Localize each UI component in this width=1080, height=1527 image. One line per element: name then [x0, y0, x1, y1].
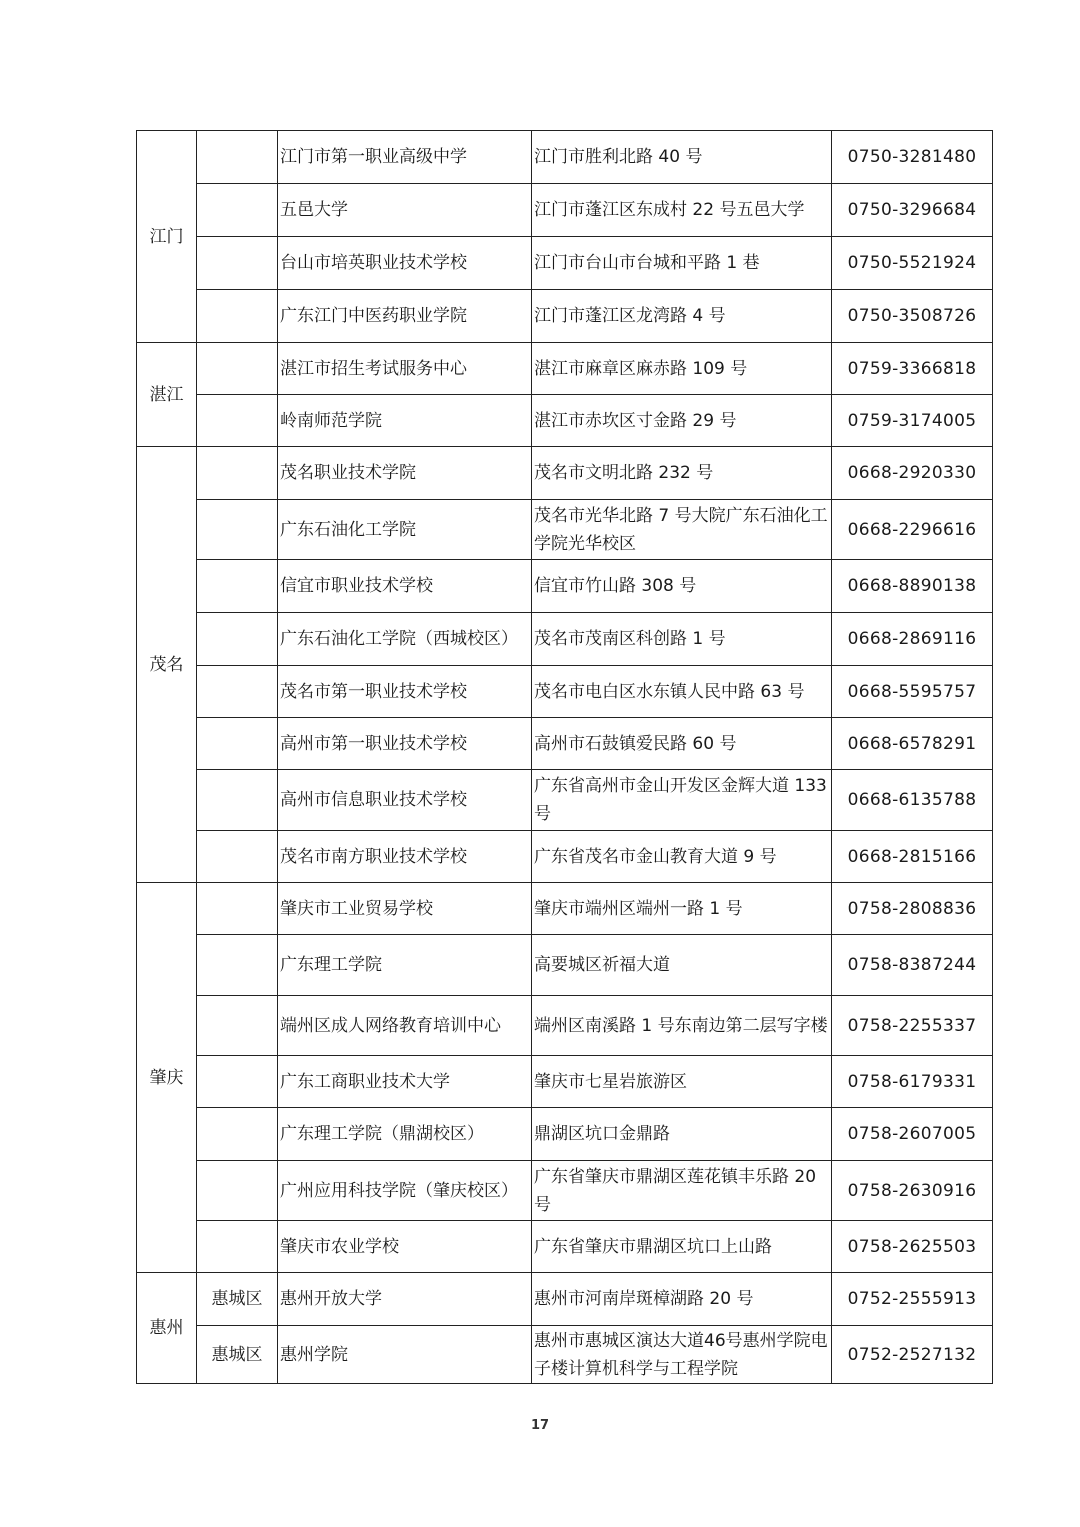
- address-cell: 高要城区祈福大道: [532, 935, 832, 996]
- address-cell: 湛江市赤坎区寸金路 29 号: [532, 395, 832, 447]
- city-cell: 肇庆: [137, 883, 197, 1273]
- site-name-cell: 高州市信息职业技术学校: [278, 770, 532, 831]
- address-cell: 肇庆市七星岩旅游区: [532, 1056, 832, 1108]
- table-row: [137, 996, 993, 1056]
- phone-cell: 0752-2527132: [832, 1326, 993, 1384]
- address-cell: 江门市台山市台城和平路 1 巷: [532, 237, 832, 290]
- address-cell: 高州市石鼓镇爱民路 60 号: [532, 718, 832, 770]
- table-row: [137, 500, 993, 560]
- site-name-cell: 茂名市第一职业技术学校: [278, 666, 532, 718]
- exam-sites-table: [136, 130, 993, 1384]
- district-cell: [197, 613, 278, 666]
- district-cell: [197, 1056, 278, 1108]
- site-name-cell: 广东工商职业技术大学: [278, 1056, 532, 1108]
- city-cell: 湛江: [137, 343, 197, 447]
- district-cell: [197, 500, 278, 560]
- district-cell: [197, 935, 278, 996]
- table-row: [137, 1108, 993, 1161]
- district-cell: [197, 666, 278, 718]
- district-cell: [197, 831, 278, 883]
- site-name-cell: 肇庆市农业学校: [278, 1221, 532, 1273]
- site-name-cell: 江门市第一职业高级中学: [278, 131, 532, 184]
- address-cell: 鼎湖区坑口金鼎路: [532, 1108, 832, 1161]
- table-row: [137, 831, 993, 883]
- district-cell: [197, 131, 278, 184]
- address-cell: 湛江市麻章区麻赤路 109 号: [532, 343, 832, 395]
- phone-cell: 0758-2255337: [832, 996, 993, 1056]
- district-cell: [197, 1221, 278, 1273]
- city-cell: 茂名: [137, 447, 197, 883]
- district-cell: [197, 237, 278, 290]
- district-cell: [197, 718, 278, 770]
- phone-cell: 0758-2630916: [832, 1161, 993, 1221]
- site-name-cell: 岭南师范学院: [278, 395, 532, 447]
- address-cell: 肇庆市端州区端州一路 1 号: [532, 883, 832, 935]
- table-row: [137, 290, 993, 343]
- phone-cell: 0758-6179331: [832, 1056, 993, 1108]
- site-name-cell: 惠州开放大学: [278, 1273, 532, 1326]
- phone-cell: 0668-2920330: [832, 447, 993, 500]
- district-cell: 惠城区: [197, 1326, 278, 1384]
- address-cell: 江门市蓬江区龙湾路 4 号: [532, 290, 832, 343]
- site-name-cell: 茂名市南方职业技术学校: [278, 831, 532, 883]
- district-cell: [197, 1161, 278, 1221]
- phone-cell: 0750-3281480: [832, 131, 993, 184]
- table-row: [137, 447, 993, 500]
- phone-cell: 0668-8890138: [832, 560, 993, 613]
- site-name-cell: 惠州学院: [278, 1326, 532, 1384]
- phone-cell: 0758-2808836: [832, 883, 993, 935]
- site-name-cell: 端州区成人网络教育培训中心: [278, 996, 532, 1056]
- address-cell: 茂名市文明北路 232 号: [532, 447, 832, 500]
- phone-cell: 0668-6578291: [832, 718, 993, 770]
- phone-cell: 0668-2296616: [832, 500, 993, 560]
- site-name-cell: 广东江门中医药职业学院: [278, 290, 532, 343]
- table-row: [137, 1056, 993, 1108]
- phone-cell: 0750-3296684: [832, 184, 993, 237]
- district-cell: [197, 883, 278, 935]
- site-name-cell: 五邑大学: [278, 184, 532, 237]
- phone-cell: 0759-3174005: [832, 395, 993, 447]
- site-name-cell: 广州应用科技学院（肇庆校区）: [278, 1161, 532, 1221]
- table-row: [137, 1273, 993, 1326]
- phone-cell: 0668-2869116: [832, 613, 993, 666]
- district-cell: [197, 770, 278, 831]
- address-cell: 广东省茂名市金山教育大道 9 号: [532, 831, 832, 883]
- phone-cell: 0668-6135788: [832, 770, 993, 831]
- address-cell: 信宜市竹山路 308 号: [532, 560, 832, 613]
- address-cell: 广东省肇庆市鼎湖区莲花镇丰乐路 20 号: [532, 1161, 832, 1221]
- address-cell: 广东省肇庆市鼎湖区坑口上山路: [532, 1221, 832, 1273]
- district-cell: [197, 343, 278, 395]
- phone-cell: 0758-2607005: [832, 1108, 993, 1161]
- phone-cell: 0750-5521924: [832, 237, 993, 290]
- address-cell: 茂名市光华北路 7 号大院广东石油化工学院光华校区: [532, 500, 832, 560]
- table-row: [137, 343, 993, 395]
- table-row: [137, 666, 993, 718]
- address-cell: 广东省高州市金山开发区金辉大道 133 号: [532, 770, 832, 831]
- phone-cell: 0752-2555913: [832, 1273, 993, 1326]
- table-row: [137, 613, 993, 666]
- address-cell: 江门市蓬江区东成村 22 号五邑大学: [532, 184, 832, 237]
- table-row: [137, 1161, 993, 1221]
- table-row: [137, 131, 993, 184]
- address-cell: 惠州市惠城区演达大道46号惠州学院电子楼计算机科学与工程学院: [532, 1326, 832, 1384]
- table-row: [137, 237, 993, 290]
- table-row: [137, 1326, 993, 1384]
- address-cell: 茂名市茂南区科创路 1 号: [532, 613, 832, 666]
- phone-cell: 0668-2815166: [832, 831, 993, 883]
- table-row: [137, 770, 993, 831]
- table-row: [137, 184, 993, 237]
- exam-sites-body: [137, 131, 993, 1384]
- site-name-cell: 广东石油化工学院（西城校区）: [278, 613, 532, 666]
- table-row: [137, 935, 993, 996]
- district-cell: [197, 447, 278, 500]
- site-name-cell: 信宜市职业技术学校: [278, 560, 532, 613]
- site-name-cell: 肇庆市工业贸易学校: [278, 883, 532, 935]
- district-cell: [197, 560, 278, 613]
- district-cell: [197, 395, 278, 447]
- phone-cell: 0750-3508726: [832, 290, 993, 343]
- table-row: [137, 560, 993, 613]
- site-name-cell: 高州市第一职业技术学校: [278, 718, 532, 770]
- page-number: 17: [530, 1418, 550, 1433]
- district-cell: [197, 996, 278, 1056]
- district-cell: [197, 184, 278, 237]
- city-cell: 惠州: [137, 1273, 197, 1384]
- phone-cell: 0758-8387244: [832, 935, 993, 996]
- phone-cell: 0668-5595757: [832, 666, 993, 718]
- phone-cell: 0759-3366818: [832, 343, 993, 395]
- district-cell: [197, 1108, 278, 1161]
- address-cell: 端州区南溪路 1 号东南边第二层写字楼: [532, 996, 832, 1056]
- table-row: [137, 1221, 993, 1273]
- site-name-cell: 广东理工学院（鼎湖校区）: [278, 1108, 532, 1161]
- city-cell: 江门: [137, 131, 197, 343]
- site-name-cell: 茂名职业技术学院: [278, 447, 532, 500]
- address-cell: 茂名市电白区水东镇人民中路 63 号: [532, 666, 832, 718]
- address-cell: 江门市胜利北路 40 号: [532, 131, 832, 184]
- site-name-cell: 广东石油化工学院: [278, 500, 532, 560]
- site-name-cell: 广东理工学院: [278, 935, 532, 996]
- site-name-cell: 台山市培英职业技术学校: [278, 237, 532, 290]
- district-cell: [197, 290, 278, 343]
- table-row: [137, 883, 993, 935]
- district-cell: 惠城区: [197, 1273, 278, 1326]
- table-row: [137, 395, 993, 447]
- site-name-cell: 湛江市招生考试服务中心: [278, 343, 532, 395]
- address-cell: 惠州市河南岸斑樟湖路 20 号: [532, 1273, 832, 1326]
- table-row: [137, 718, 993, 770]
- phone-cell: 0758-2625503: [832, 1221, 993, 1273]
